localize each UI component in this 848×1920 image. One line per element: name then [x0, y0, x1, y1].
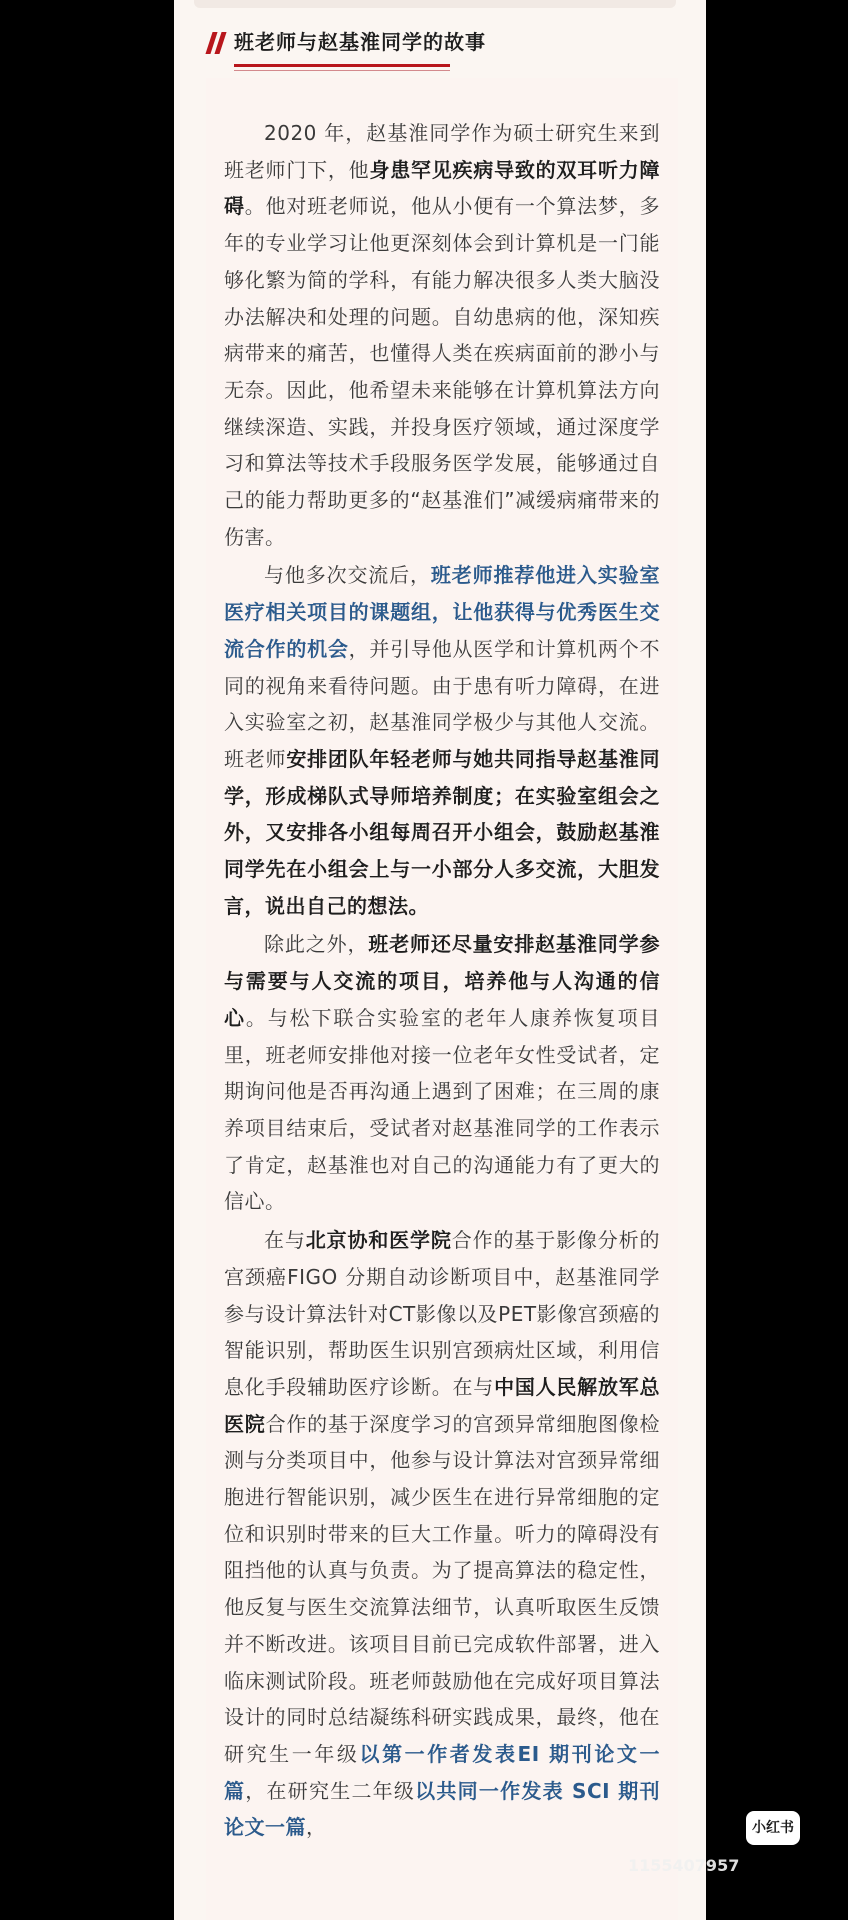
section-title: 班老师与赵基淮同学的故事 — [234, 30, 486, 54]
paragraph-text: 合作的基于深度学习的宫颈异常细胞图像检测与分类项目中，他参与设计算法对宫颈异常细胞进行智能识别，减少医生在进行异常细胞的定位和识别时带来的巨大工作量。听力的障碍没有阻挡他的认真与负责。为了提高算法的稳定性，他反复与医生交流算法细节，认真听取医生反馈并不断改进。该项目目前已完成软件部署，进入临床测试阶段。班老师鼓励他在完成好项目算法设计的同时总结凝练科研实践成果，最终，他在研究生一年级 — [224, 1411, 661, 1766]
title-underline-thin — [234, 70, 450, 71]
bold-emphasis: 班老师还尽量安排赵基淮同学参与需要与人交流的项目，培养他与人沟通的信心 — [224, 932, 661, 1030]
article-paragraph — [224, 1222, 660, 1846]
bold-emphasis: 身患罕见疾病导致的双耳听力障碍 — [224, 157, 661, 219]
top-strip — [194, 0, 676, 8]
article-paragraph — [224, 926, 660, 1220]
blue-highlight: 以共同一作发表 SCI 期刊论文一篇 — [224, 1778, 661, 1840]
title-underline — [234, 64, 450, 67]
paragraph-text: ，并引导他从医学和计算机两个不同的视角来看待问题。由于患有听力障碍，在进入实验室之初，赵基淮同学极少与其他人交流。班老师 — [224, 636, 661, 771]
article-paragraph — [224, 557, 660, 924]
paragraph-text: ， — [306, 1815, 327, 1840]
paragraph-text: 在与 — [264, 1228, 306, 1253]
article-paragraph — [224, 115, 660, 555]
double-slash-icon — [206, 32, 228, 54]
paragraph-text: 。他对班老师说，他从小便有一个算法梦，多年的专业学习让他更深刻体会到计算机是一门能够化繁为简的学科，有能力解决很多人类大脑没办法解决和处理的问题。自幼患病的他，深知疾病带来的痛苦，也懂得人类在疾病面前的渺小与无奈。因此，他希望未来能够在计算机算法方向继续深造、实践，并投身医疗领域，通过深度学习和算法等技术手段服务医学发展，能够通过自己的能力帮助更多的“赵基淮们”减缓病痛带来的伤害。 — [224, 194, 661, 549]
bold-emphasis: 北京协和医学院 — [305, 1228, 452, 1253]
paragraph-text: 与他多次交流后， — [264, 563, 431, 588]
paragraph-text: 。与松下联合实验室的老年人康养恢复项目里，班老师安排他对接一位老年女性受试者，定期询问他是否再沟通上遇到了困难；在三周的康养项目结束后，受试者对赵基淮同学的工作表示了肯定，赵基淮也对自己的沟通能力有了更大的信心。 — [224, 1005, 661, 1214]
article-body — [224, 115, 660, 1848]
paragraph-text: ，在研究生二年级 — [245, 1778, 416, 1803]
paragraph-text: 除此之外， — [264, 932, 369, 957]
blue-highlight: 班老师推荐他进入实验室医疗相关项目的课题组，让他获得与优秀医生交流合作的机会 — [224, 563, 661, 661]
bold-emphasis: 安排团队年轻老师与她共同指导赵基淮同学，形成梯队式导师培养制度；在实验室组会之外，又安排各小组每周召开小组会，鼓励赵基淮同学先在小组会上与一小部分人多交流，大胆发言，说出自己的想法。 — [224, 746, 661, 918]
xiaohongshu-logo[interactable]: 小红书 — [746, 1811, 800, 1845]
paragraph-text: 2020 年，赵基淮同学作为硕士研究生来到班老师门下，他 — [224, 121, 660, 182]
user-id-text: 1155407957 — [628, 1856, 740, 1875]
paragraph-text: 合作的基于影像分析的宫颈癌FIGO 分期自动诊断项目中，赵基淮同学参与设计算法针对CT影像以及PET影像宫颈癌的智能识别，帮助医生识别宫颈病灶区域，利用信息化手段辅助医疗诊断。在与 — [224, 1228, 661, 1399]
bold-emphasis: 中国人民解放军总医院 — [224, 1374, 661, 1436]
blue-highlight: 以第一作者发表EI 期刊论文一篇 — [224, 1741, 660, 1803]
watermark-user-id — [628, 1856, 739, 1875]
